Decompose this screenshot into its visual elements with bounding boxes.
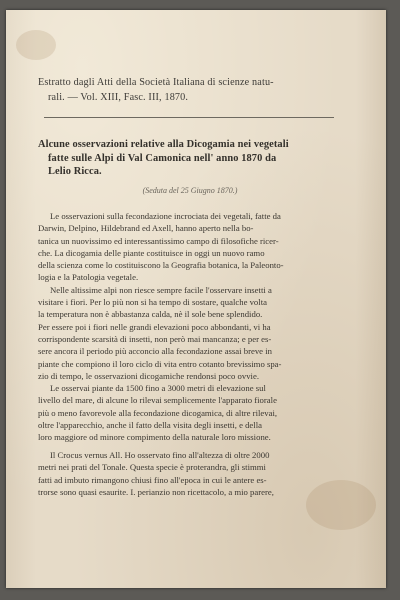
session-date: (Seduta del 25 Giugno 1870.) [142, 186, 238, 195]
text-line: Il Crocus vernus All. Ho osservato fino all'altezza di oltre 2000 [50, 450, 270, 460]
text-line: più o meno favorevole alla fecondazione dicogamica, di altre rilevai, [38, 407, 278, 418]
text-line: zio di tempo, le osservazioni dicogamiche rendonsi poco ovvie. [38, 370, 259, 381]
text-line: sere ancora il periodo più acconcio alla fecondazione assai breve in [38, 346, 272, 357]
text-line: che. La dicogamia delle piante costituisce in oggi un nuovo ramo [38, 247, 265, 258]
body-paragraph-1 [38, 210, 356, 444]
divider-rule [44, 117, 334, 118]
text-line: logia e la Patologia vegetale. [38, 272, 139, 283]
text-line: Le osservai piante da 1500 fino a 3000 metri di elevazione sul [50, 383, 266, 394]
text-line: loro maggiore od minore compimento della naturale loro missione. [38, 432, 271, 443]
text-line: visitare i fiori. Per lo più non si ha tempo di sostare, qualche volta [38, 297, 267, 308]
text-line: trorse sono quasi esaurite. I. perianzio non ricettacolo, a mio parere, [38, 486, 274, 497]
text-line: oltre l'apparecchio, anche il fatto della visita degli insetti, e della [38, 420, 262, 431]
text-line: Nelle altissime alpi non riesce sempre facile l'osservare insetti a [50, 284, 272, 295]
text-line: della scienza come lo costituiscono la Geografia botanica, la Paleonto- [38, 260, 284, 271]
text-line: metri nei prati del Tonale. Questa specie è proterandra, gli stimmi [38, 462, 266, 473]
header-citation [38, 76, 356, 105]
paper-stain [16, 30, 56, 60]
header-line-1: Estratto dagli Atti della Società Italiana di scienze natu- [38, 77, 274, 88]
text-line: Darwin, Delpino, Hildebrand ed Axell, hanno aperto nella bo- [38, 223, 254, 234]
header-line-2: rali. — Vol. XIII, Fasc. III, 1870. [48, 91, 189, 103]
article-title [38, 138, 356, 179]
text-line: livello del mare, di alcune lo rilevai semplicemente l'apparato fiorale [38, 395, 277, 406]
text-line: tanica un nuovissimo ed interessantissimo campo di filosofiche ricer- [38, 235, 279, 246]
title-author: Lelio Ricca. [48, 166, 102, 177]
title-line-2: fatte sulle Alpi di Val Camonica nell' anno 1870 da [48, 152, 277, 164]
text-line: Per essere poi i fiori nelle grandi elevazioni poco abbondanti, vi ha [38, 321, 271, 332]
text-line: piante che compiono il loro ciclo di vita entro cotanto brevissimo spa- [38, 358, 282, 369]
body-paragraph-2 [38, 449, 356, 498]
title-line-1: Alcune osservazioni relative alla Dicogamia nei vegetali [38, 139, 289, 150]
text-line: Le osservazioni sulla fecondazione incrociata dei vegetali, fatte da [50, 211, 281, 221]
text-line: fatti ad imbuto rimangono chiusi fino all'epoca in cui le antere es- [38, 474, 267, 485]
text-line: corrispondente scarsità di insetti, non però mai mancanza; e per es- [38, 333, 272, 344]
text-line: la temperatura non è abbastanza calda, nè il sole bene splendido. [38, 309, 263, 320]
